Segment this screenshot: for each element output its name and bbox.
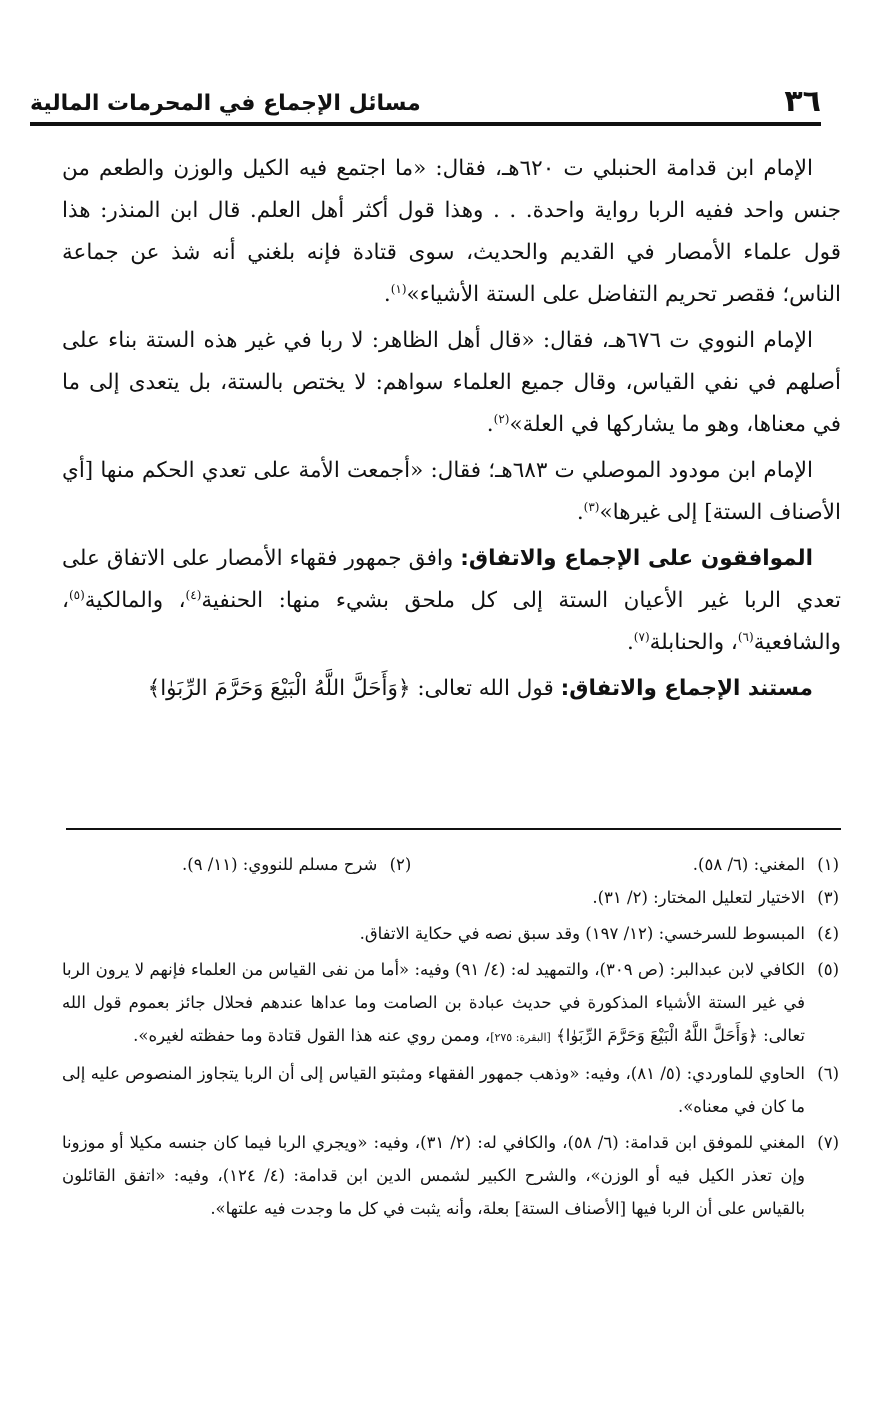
footnote-ref-4: (٤) [185, 587, 202, 602]
footnote-5 [62, 953, 839, 1054]
footnote-number: (٥) [817, 960, 839, 979]
section-heading-agreeing: الموافقون على الإجماع والاتفاق: [460, 546, 813, 571]
paragraph-end: . [626, 630, 634, 655]
paragraph-evidence [62, 668, 841, 710]
footnote-ref-7: (٧) [633, 629, 650, 644]
paragraph-text: الإمام النووي ت ٦٧٦هـ، فقال: «قال أهل الظاهر: لا ربا في غير هذه الستة بناء على أصلهم في نفي القياس، وقال جميع العلماء سواهم: لا يختص بالستة، بل يتعدى إلى ما في معناها، وهو ما يشاركها في العلة» [62, 328, 841, 437]
footnote-ref-2: (٢) [493, 411, 510, 426]
footnote-3 [62, 881, 839, 914]
running-title: مسائل الإجماع في المحرمات المالية [30, 91, 421, 116]
footnote-6 [62, 1057, 839, 1123]
paragraph-nawawi [62, 320, 841, 446]
footnote-number: (٢) [389, 855, 412, 874]
paragraph-text: الإمام ابن قدامة الحنبلي ت ٦٢٠هـ، فقال: «ما اجتمع فيه الكيل والوزن والطعم من جنس واحد ففيه الربا رواية واحدة. . . وهذا قول أكثر أهل العلم. قال ابن المنذر: هذا قول علماء الأمصار في القديم والحديث، سوى قتادة فإنه بلغني أنه شذ عن جماعة الناس؛ فقصر تحريم التفاضل على الستة الأشياء» [62, 156, 841, 307]
footnote-number: (٦) [817, 1064, 839, 1083]
main-text [62, 148, 841, 714]
footnote-text: الحاوي للماوردي: (٥/ ٨١)، وفيه: «وذهب جمهور الفقهاء ومثبتو القياس إلى أن الربا يتجاوز المنصوص عليه إلى ما كان في معناه». [62, 1064, 805, 1116]
page-header [30, 78, 821, 122]
footnote-text: شرح مسلم للنووي: (١١/ ٩). [182, 855, 378, 874]
paragraph-text: الإمام ابن مودود الموصلي ت ٦٨٣هـ؛ فقال: «أجمعت الأمة على تعدي الحكم منها [أي الأصناف الستة] إلى غيرها» [62, 458, 841, 525]
footnote-number: (١) [817, 855, 839, 874]
paragraph-end: . [486, 412, 494, 437]
footnotes [62, 848, 839, 1228]
footnote-text: المبسوط للسرخسي: (١٢/ ١٩٧) وقد سبق نصه في حكاية الاتفاق. [359, 924, 805, 943]
footnote-ref-1: (١) [390, 281, 407, 296]
footnote-ref-5: (٥) [68, 587, 85, 602]
paragraph-text: ، والحنابلة [649, 630, 738, 655]
footnote-4 [62, 917, 839, 950]
header-rule [30, 122, 821, 126]
paragraph-text: ، والشافعية [62, 588, 841, 655]
footnote-ref-3: (٣) [583, 499, 600, 514]
paragraph-text: قول الله تعالى: ﴿وَأَحَلَّ اللَّهُ الْبَيْعَ وَحَرَّمَ الرِّبَوٰا﴾ [147, 676, 561, 701]
page-number: ٣٦ [784, 84, 821, 119]
footnote-text-part: ، وممن روي عنه هذا القول قتادة وما حفظته لغيره». [133, 1026, 491, 1045]
paragraph-end: . [576, 500, 584, 525]
footnote-separator [66, 828, 841, 830]
paragraph-text: وافق جمهور فقهاء الأمصار على الاتفاق على تعدي الربا غير الأعيان الستة إلى كل ملحق بشيء منها: الحنفية [62, 546, 841, 613]
footnote-7 [62, 1126, 839, 1225]
footnote-number: (٧) [817, 1133, 839, 1152]
footnote-row-1-2 [62, 848, 839, 881]
footnote-text: المغني للموفق ابن قدامة: (٦/ ٥٨)، والكافي له: (٢/ ٣١)، وفيه: «ويجري الربا فيما كان جنسه مكيلا أو موزونا وإن تعذر الكيل فيه أو الوزن»، والشرح الكبير لشمس الدين ابن قدامة: (٤/ ١٢٤)، وفيه: «اتفق القائلون بالقياس على أن الربا فيها [الأصناف الستة] بعلة، وأنه يثبت في كل ما وجدت فيه علتها». [62, 1133, 805, 1218]
paragraph-end: . [383, 282, 391, 307]
footnote-text: المغني: (٦/ ٥٨). [692, 855, 805, 874]
footnote-text: الاختيار لتعليل المختار: (٢/ ٣١). [592, 888, 805, 907]
footnote-ref-6: (٦) [737, 629, 754, 644]
paragraph-mawsili [62, 450, 841, 534]
quran-citation: [البقرة: ٢٧٥] [490, 1031, 551, 1044]
paragraph-ibn-qudama [62, 148, 841, 316]
footnote-text-part: الكافي لابن عبدالبر: (ص ٣٠٩)، والتمهيد له: (٤/ ٩١) وفيه: «أما من نفى القياس من العلماء فإنهم لا يرون الربا في غير الستة الأشياء المذكورة في حديث عبادة بن الصامت وما عداها عندهم فحلال جائز بعموم قول الله تعالى: ﴿وَأَحَلَّ اللَّهُ الْبَيْعَ وَحَرَّمَ الرِّبَوٰا﴾ [62, 960, 805, 1045]
section-heading-evidence: مستند الإجماع والاتفاق: [560, 676, 813, 701]
footnote-text [62, 953, 805, 1054]
paragraph-text: ، والمالكية [84, 588, 186, 613]
paragraph-agreeing-schools [62, 538, 841, 664]
footnote-number: (٣) [817, 888, 839, 907]
footnote-1 [693, 848, 839, 881]
footnote-2 [182, 848, 411, 881]
footnote-number: (٤) [817, 924, 839, 943]
